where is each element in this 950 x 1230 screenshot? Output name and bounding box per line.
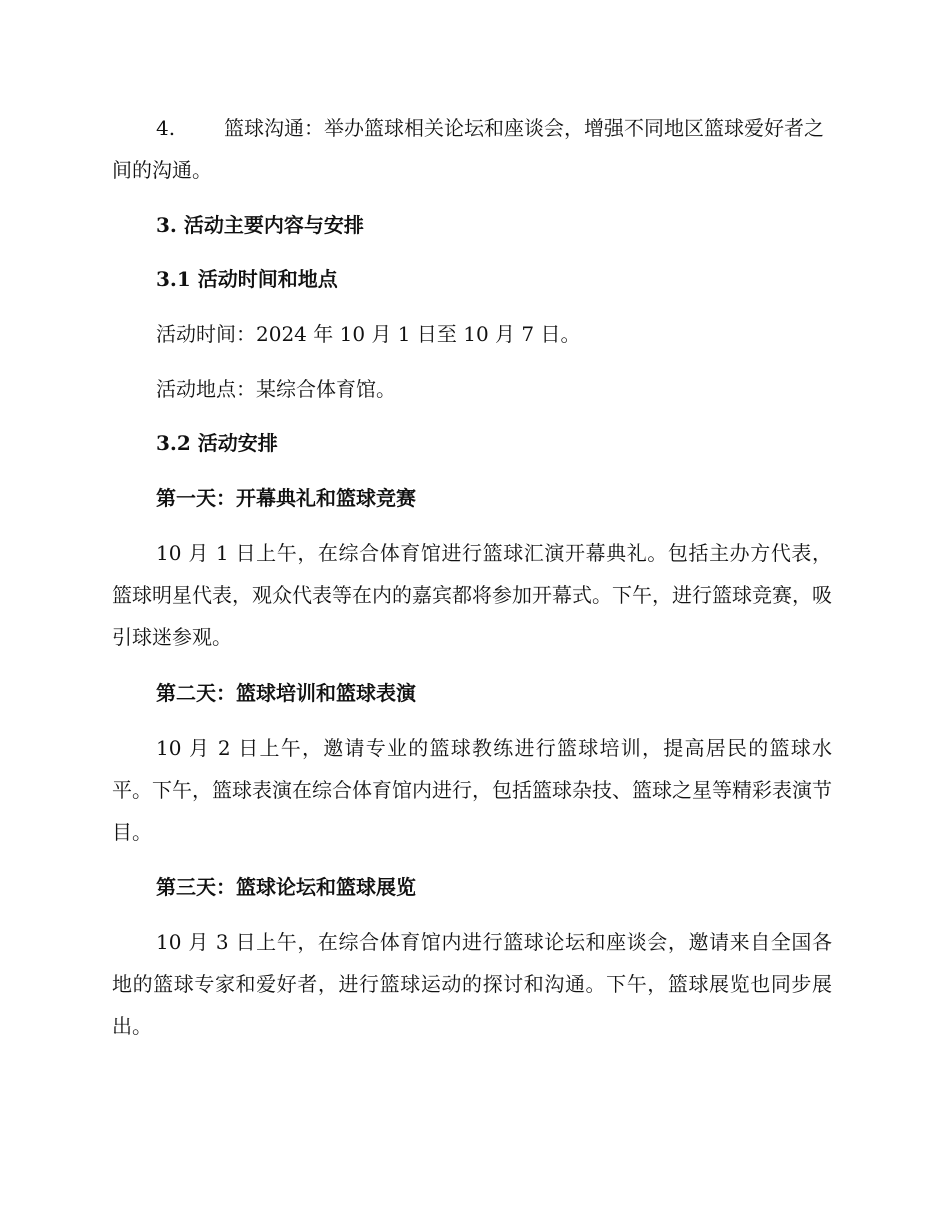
day-1-paragraph: 10 月 1 日上午，在综合体育馆进行篮球汇演开幕典礼。包括主办方代表，篮球明星代表，观众代表等在内的嘉宾都将参加开幕式。下午，进行篮球竞赛，吸引球迷参观。 xyxy=(112,541,832,649)
list-item-text: 篮球沟通：举办篮球相关论坛和座谈会，增强不同地区篮球爱好者之间的沟通。 xyxy=(112,116,824,182)
day-2-heading: 第二天：篮球培训和篮球表演 xyxy=(156,681,416,705)
day-3-paragraph: 10 月 3 日上午，在综合体育馆内进行篮球论坛和座谈会，邀请来自全国各地的篮球专家和爱好者，进行篮球运动的探讨和沟通。下午，篮球展览也同步展出。 xyxy=(112,930,832,1038)
day-3-heading: 第三天：篮球论坛和篮球展览 xyxy=(156,875,416,899)
activity-time: 活动时间：2024 年 10 月 1 日至 10 月 7 日。 xyxy=(156,322,581,346)
list-item-number: 4. xyxy=(156,116,176,140)
day-2-paragraph: 10 月 2 日上午，邀请专业的篮球教练进行篮球培训，提高居民的篮球水平。下午，篮球表演在综合体育馆内进行，包括篮球杂技、篮球之星等精彩表演节目。 xyxy=(112,736,832,844)
section-3-1-heading: 3.1 活动时间和地点 xyxy=(156,267,338,291)
day-1-heading: 第一天：开幕典礼和篮球竞赛 xyxy=(156,486,416,510)
list-item-4 xyxy=(112,107,832,191)
section-3-2-heading: 3.2 活动安排 xyxy=(156,431,278,455)
activity-location: 活动地点：某综合体育馆。 xyxy=(156,377,396,401)
section-3-heading: 3. 活动主要内容与安排 xyxy=(156,213,364,237)
